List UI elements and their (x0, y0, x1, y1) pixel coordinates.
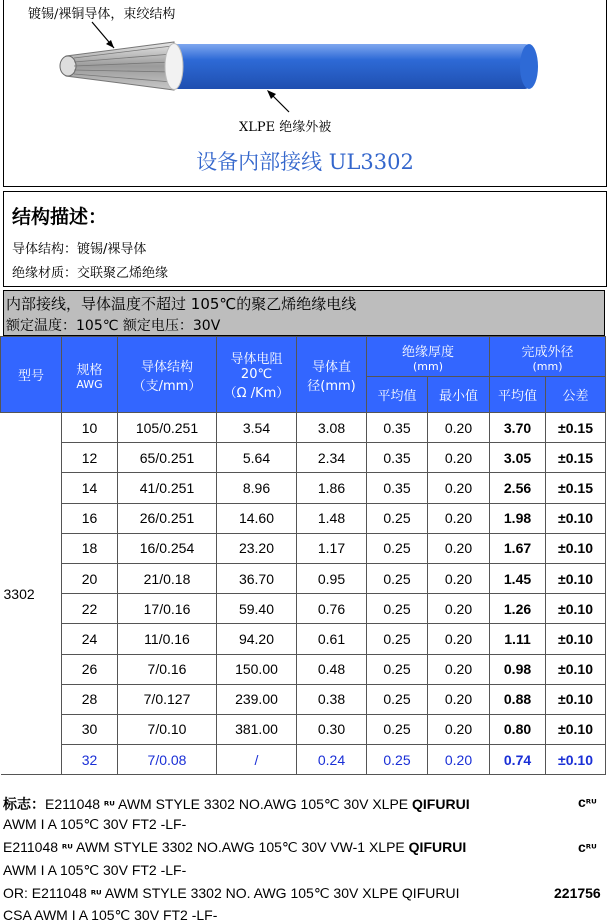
header-diameter (297, 337, 367, 413)
cell-resist: 59.40 (217, 594, 297, 624)
cell-strand: 7/0.08 (118, 745, 217, 775)
conductor-end (60, 56, 76, 76)
cable-illustration-panel (3, 0, 607, 187)
cul-logo-icon-2: cᴿᵁ (578, 839, 597, 855)
cell-strand: 7/0.16 (118, 654, 217, 684)
cell-ins-avg: 0.25 (367, 624, 428, 654)
header-insulation-unit: (mm) (413, 359, 444, 373)
header-resistance-label: 导体电阻 (230, 352, 283, 367)
header-strand-label: 导体结构 (140, 359, 193, 375)
header-resistance-unit: （Ω /Km） (223, 386, 290, 401)
header-strand-unit: （支/mm） (132, 378, 202, 394)
structure-description (3, 191, 607, 287)
cell-strand: 7/0.127 (118, 684, 217, 714)
cell-diam: 0.61 (297, 624, 367, 654)
cell-awg: 22 (62, 594, 118, 624)
cell-ins-min: 0.20 (428, 745, 490, 775)
header-size-label: 规格 (76, 362, 103, 378)
cell-ins-min: 0.20 (428, 654, 490, 684)
cell-resist: 23.20 (217, 533, 297, 563)
cell-resist: / (217, 745, 297, 775)
cell-tol: ±0.10 (546, 684, 606, 714)
header-od-label: 完成外径 (521, 344, 574, 360)
marking-line-5 (3, 885, 459, 902)
cell-awg: 16 (62, 503, 118, 533)
cell-ins-min: 0.20 (428, 533, 490, 563)
header-size (62, 337, 118, 413)
table-row (1, 533, 606, 563)
model-cell: 3302 (1, 413, 62, 775)
header-ins-avg: 平均值 (367, 377, 428, 413)
cell-strand: 7/0.10 (118, 714, 217, 744)
cell-ins-avg: 0.25 (367, 714, 428, 744)
header-strand (118, 337, 217, 413)
cell-strand: 41/0.251 (118, 473, 217, 503)
marking-line-1 (3, 794, 470, 814)
cell-diam: 2.34 (297, 443, 367, 473)
ul-logo-icon: ᴿᵁ (103, 799, 115, 812)
header-resistance-temp: 20℃ (240, 367, 273, 382)
cell-ins-avg: 0.25 (367, 503, 428, 533)
table-row (1, 503, 606, 533)
cell-diam: 0.38 (297, 684, 367, 714)
cell-tol: ±0.10 (546, 594, 606, 624)
header-model: 型号 (1, 337, 62, 413)
cell-diam: 1.17 (297, 533, 367, 563)
cell-od: 0.80 (490, 714, 546, 744)
header-tolerance: 公差 (546, 377, 606, 413)
cell-ins-avg: 0.25 (367, 654, 428, 684)
cell-od: 1.11 (490, 624, 546, 654)
cell-ins-avg: 0.35 (367, 413, 428, 443)
marking-1-file: E211048 (45, 796, 101, 812)
rating-banner (3, 290, 605, 336)
cell-awg: 20 (62, 563, 118, 593)
cul-logo-icon: cᴿᵁ (578, 794, 597, 810)
cell-od: 0.88 (490, 684, 546, 714)
cell-awg: 18 (62, 533, 118, 563)
cell-ins-min: 0.20 (428, 563, 490, 593)
insulation-jacket (169, 44, 529, 89)
cell-diam: 0.30 (297, 714, 367, 744)
marking-line-4: AWM I A 105℃ 30V FT2 -LF- (3, 862, 187, 878)
cell-resist: 239.00 (217, 684, 297, 714)
marking-5-file: OR: E211048 (3, 885, 87, 901)
cell-tol: ±0.10 (546, 563, 606, 593)
table-row (1, 745, 606, 775)
description-heading: 结构描述： (12, 206, 108, 228)
cell-diam: 1.48 (297, 503, 367, 533)
cell-tol: ±0.15 (546, 443, 606, 473)
cell-resist: 381.00 (217, 714, 297, 744)
marking-3-brand: QIFURUI (408, 839, 467, 855)
cell-ins-avg: 0.35 (367, 473, 428, 503)
cell-od: 1.67 (490, 533, 546, 563)
ul-logo-icon-2: ᴿᵁ (61, 842, 73, 855)
header-insulation-label: 绝缘厚度 (402, 344, 455, 360)
cell-tol: ±0.10 (546, 624, 606, 654)
spec-table (0, 336, 606, 775)
cell-od: 0.98 (490, 654, 546, 684)
cell-strand: 65/0.251 (118, 443, 217, 473)
cell-resist: 36.70 (217, 563, 297, 593)
cell-strand: 26/0.251 (118, 503, 217, 533)
table-row (1, 684, 606, 714)
markings-label: 标志： (3, 796, 45, 812)
banner-line-2: 额定温度：105℃ 额定电压：30V (6, 318, 221, 334)
cell-ins-avg: 0.25 (367, 563, 428, 593)
cell-awg: 32 (62, 745, 118, 775)
cell-ins-min: 0.20 (428, 473, 490, 503)
ul-logo-icon-3: ᴿᵁ (90, 888, 102, 901)
cell-awg: 28 (62, 684, 118, 714)
cell-awg: 10 (62, 413, 118, 443)
cell-od: 1.98 (490, 503, 546, 533)
table-row (1, 473, 606, 503)
cell-resist: 5.64 (217, 443, 297, 473)
marking-line-6: CSA AWM I A 105℃ 30V FT2 -LF- (3, 907, 218, 923)
header-diameter-label: 导体直 (311, 359, 351, 375)
cell-resist: 14.60 (217, 503, 297, 533)
cell-diam: 0.24 (297, 745, 367, 775)
cell-tol: ±0.15 (546, 413, 606, 443)
cell-strand: 21/0.18 (118, 563, 217, 593)
cell-ins-min: 0.20 (428, 503, 490, 533)
header-insulation-thickness (367, 337, 490, 377)
cell-diam: 1.86 (297, 473, 367, 503)
marking-3-file: E211048 (3, 839, 59, 855)
cell-awg: 26 (62, 654, 118, 684)
banner-line-1: 内部接线，导体温度不超过 105℃的聚乙烯绝缘电线 (6, 295, 357, 313)
cell-resist: 150.00 (217, 654, 297, 684)
cell-ins-min: 0.20 (428, 594, 490, 624)
marking-line-2: AWM I A 105℃ 30V FT2 -LF- (3, 816, 187, 832)
conductor-callout: 镀锡/裸铜导体，束绞结构 (28, 7, 176, 22)
cell-tol: ±0.15 (546, 473, 606, 503)
cell-tol: ±0.10 (546, 533, 606, 563)
table-row (1, 594, 606, 624)
cell-resist: 3.54 (217, 413, 297, 443)
cell-strand: 105/0.251 (118, 413, 217, 443)
cell-strand: 17/0.16 (118, 594, 217, 624)
cell-diam: 3.08 (297, 413, 367, 443)
cell-ins-avg: 0.25 (367, 745, 428, 775)
table-row (1, 654, 606, 684)
cell-resist: 94.20 (217, 624, 297, 654)
insulation-material-line: 绝缘材质：交联聚乙烯绝缘 (12, 266, 169, 281)
cell-awg: 14 (62, 473, 118, 503)
cell-strand: 16/0.254 (118, 533, 217, 563)
table-row (1, 624, 606, 654)
cell-tol: ±0.10 (546, 503, 606, 533)
header-outer-diameter (490, 337, 606, 377)
cell-ins-avg: 0.25 (367, 533, 428, 563)
cell-ins-min: 0.20 (428, 624, 490, 654)
header-size-unit: AWG (76, 377, 103, 391)
marking-1-brand: QIFURUI (412, 796, 470, 812)
cell-od: 1.26 (490, 594, 546, 624)
cell-diam: 0.76 (297, 594, 367, 624)
cell-od: 1.45 (490, 563, 546, 593)
cell-ins-avg: 0.25 (367, 684, 428, 714)
cell-resist: 8.96 (217, 473, 297, 503)
cell-diam: 0.48 (297, 654, 367, 684)
page-title: 设备内部接线 UL3302 (196, 150, 414, 174)
cell-ins-min: 0.20 (428, 684, 490, 714)
cell-strand: 11/0.16 (118, 624, 217, 654)
cell-ins-avg: 0.35 (367, 443, 428, 473)
cell-tol: ±0.10 (546, 654, 606, 684)
cell-awg: 12 (62, 443, 118, 473)
cell-awg: 30 (62, 714, 118, 744)
cell-od: 0.74 (490, 745, 546, 775)
marking-line-3 (3, 839, 466, 856)
marking-5-style: AWM STYLE 3302 NO. AWG 105℃ 30V XLPE QIFURUI (104, 885, 460, 901)
header-ins-min: 最小值 (428, 377, 490, 413)
cell-ins-min: 0.20 (428, 413, 490, 443)
cell-ins-min: 0.20 (428, 443, 490, 473)
cell-tol: ±0.10 (546, 714, 606, 744)
conductor-structure-line: 导体结构：镀锡/裸导体 (12, 242, 147, 257)
table-row (1, 714, 606, 744)
insulation-callout: XLPE 绝缘外被 (239, 120, 332, 135)
header-diameter-unit: 径(mm) (307, 378, 356, 394)
csa-file-number: 221756 (554, 885, 601, 901)
table-row (1, 413, 606, 443)
cell-ins-min: 0.20 (428, 714, 490, 744)
cell-od: 3.70 (490, 413, 546, 443)
table-row (1, 563, 606, 593)
table-row (1, 443, 606, 473)
header-od-unit: (mm) (532, 359, 563, 373)
header-resistance (217, 337, 297, 413)
marking-1-style: AWM STYLE 3302 NO.AWG 105℃ 30V XLPE (118, 796, 409, 812)
cell-od: 3.05 (490, 443, 546, 473)
cell-awg: 24 (62, 624, 118, 654)
cell-tol: ±0.10 (546, 745, 606, 775)
marking-3-style: AWM STYLE 3302 NO.AWG 105℃ 30V VW-1 XLPE (76, 839, 405, 855)
header-od-avg: 平均值 (490, 377, 546, 413)
cell-diam: 0.95 (297, 563, 367, 593)
cell-ins-avg: 0.25 (367, 594, 428, 624)
cell-od: 2.56 (490, 473, 546, 503)
